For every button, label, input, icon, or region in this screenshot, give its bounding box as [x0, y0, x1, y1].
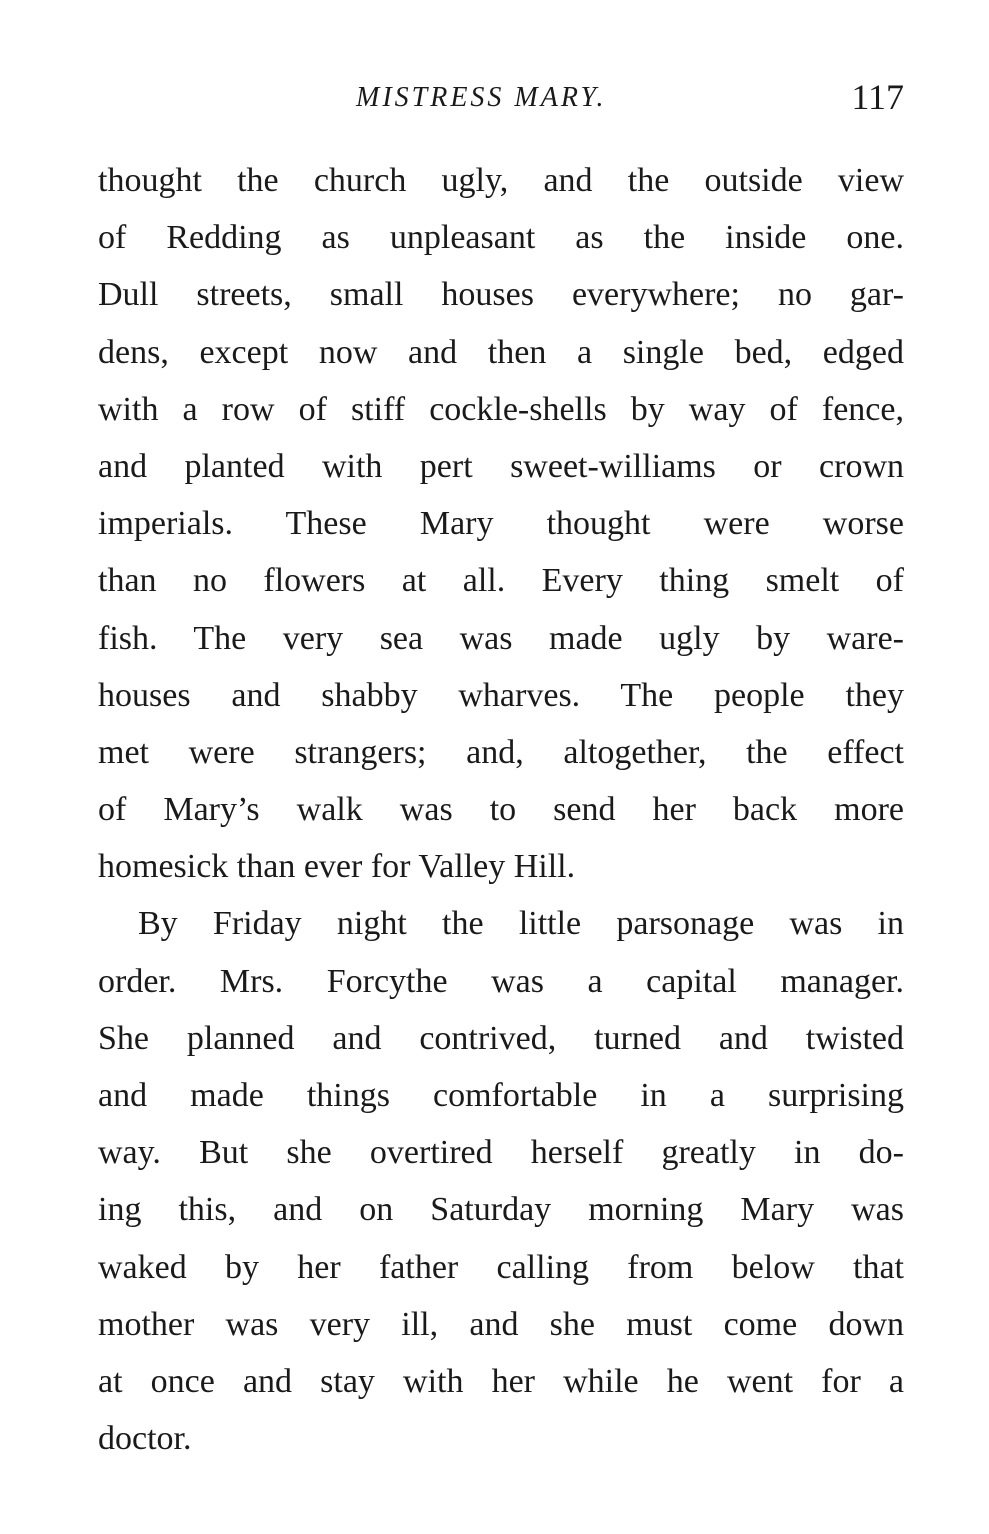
text-line: imperials. These Mary thought were worse	[98, 505, 904, 543]
text-line: at once and stay with her while he went for a	[98, 1362, 904, 1400]
text-line: waked by her father calling from below that	[98, 1248, 904, 1286]
page-number: 117	[851, 77, 904, 117]
text-line: and planted with pert sweet-williams or crown	[98, 447, 904, 485]
text-line: homesick than ever for Valley Hill.	[98, 848, 576, 886]
text-line: of Mary’s walk was to send her back more	[98, 791, 904, 829]
text-line: and made things comfortable in a surprising	[98, 1077, 904, 1114]
text-line: thought the church ugly, and the outside view	[98, 162, 904, 199]
text-line: ing this, and on Saturday morning Mary was	[98, 1191, 904, 1229]
text-line: order. Mrs. Forcythe was a capital manager.	[98, 962, 904, 1000]
text-line: dens, except now and then a single bed, edged	[98, 333, 904, 371]
text-line: houses and shabby wharves. The people they	[98, 676, 904, 714]
paragraph-2	[98, 895, 904, 1467]
paragraph-1	[98, 152, 904, 895]
text-line: met were strangers; and, altogether, the effect	[98, 733, 904, 771]
text-line: with a row of stiff cockle-shells by way of fence,	[98, 390, 904, 428]
text-line: of Redding as unpleasant as the inside one.	[98, 219, 904, 257]
text-line: mother was very ill, and she must come down	[98, 1305, 904, 1343]
text-line: way. But she overtired herself greatly in do-	[98, 1134, 904, 1172]
running-head	[98, 76, 904, 126]
text-line: By Friday night the little parsonage was in	[138, 905, 904, 943]
text-line: doctor.	[98, 1420, 192, 1458]
text-line: She planned and contrived, turned and twisted	[98, 1019, 904, 1057]
body-text	[98, 152, 904, 1467]
running-title: MISTRESS MARY.	[356, 82, 607, 113]
text-line: than no flowers at all. Every thing smelt of	[98, 562, 904, 600]
text-line: Dull streets, small houses everywhere; no gar-	[98, 276, 904, 314]
text-line: fish. The very sea was made ugly by ware-	[98, 619, 904, 657]
